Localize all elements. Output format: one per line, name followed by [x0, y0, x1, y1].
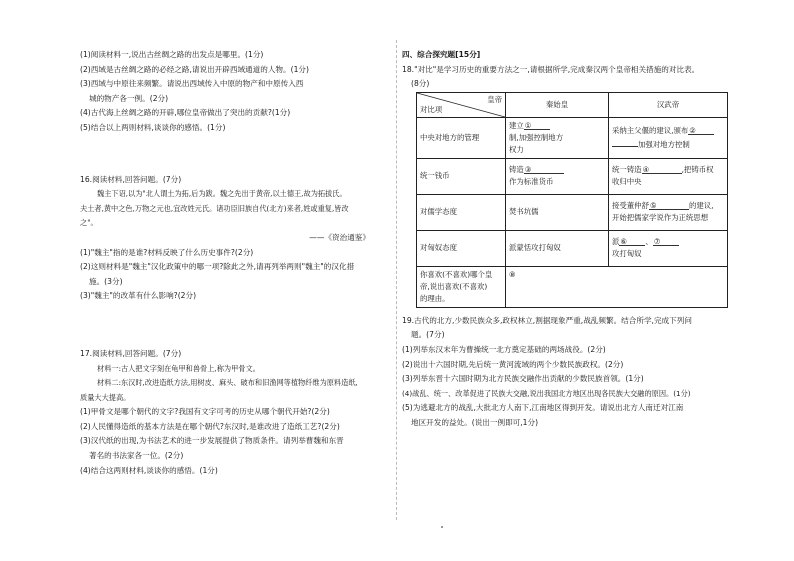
q17-part-2: (2)人民懂得造纸的基本方法是在哪个朝代?东汉时,是谁改进了造纸工艺?(2分) — [80, 421, 340, 431]
table-row — [417, 266, 728, 307]
q15-part-5: (5)结合以上两则材料,谈谈你的感悟。(1分) — [80, 122, 226, 132]
row-label-currency: 统一钱币 — [417, 158, 506, 194]
q17-part-1: (1)甲骨文是哪个朝代的文字?我国有文字可考的历史从哪个朝代开始?(2分) — [80, 407, 330, 417]
cell-qin-admin — [506, 117, 609, 158]
q17-material-2-line-2: 质量大大提高。 — [80, 392, 131, 402]
q17-material-1: 材料一:古人把文字刻在龟甲和兽骨上,称为甲骨文。 — [97, 363, 260, 373]
q17-part-4: (4)结合这两则材料,谈谈你的感悟。(1分) — [80, 465, 218, 475]
cell-han-currency — [609, 158, 728, 194]
q19-part-1: (1)列举东汉末年为曹操统一北方奠定基础的两场战役。(2分) — [402, 344, 606, 354]
blank-5[interactable] — [649, 200, 689, 210]
q16-part-2-cont: 施。(3分) — [89, 276, 123, 286]
text: 、 — [645, 237, 653, 247]
q16-part-2: (2)这则材料是"魏主"汉化政策中的哪一项?除此之外,请再列举两则"魏主"的汉化措 — [80, 262, 355, 272]
q19-intro-line-1: 19.古代的北方,少数民族众多,政权林立,割据现象严重,战乱频繁。结合所学,完成下列问 — [402, 315, 692, 325]
q19-part-5-cont: 地区开发的益处。(说出一例即可,1分) — [411, 417, 539, 427]
row-label-opinion — [417, 266, 506, 307]
text: 建立 — [509, 120, 524, 130]
blank-3[interactable] — [524, 164, 564, 174]
corner-bottom-label: 对比项 — [420, 104, 443, 114]
blank-number: ① — [524, 120, 532, 130]
text: 铸造 — [509, 165, 524, 175]
answer-number: ⑧ — [509, 269, 516, 279]
left-column — [80, 48, 390, 478]
table-row — [417, 117, 728, 158]
blank-1[interactable] — [524, 120, 550, 130]
blank-2[interactable] — [688, 125, 714, 135]
col-qin-header: 秦始皇 — [506, 92, 609, 117]
q17-header: 17.阅读材料,回答问题。(7分) — [80, 348, 182, 358]
q17-part-3: (3)汉代纸的出现,为书法艺术的进一步发展提供了物质条件。请列举曹魏和东晋 — [80, 436, 344, 446]
blank-6[interactable] — [619, 236, 645, 246]
text: 加强对地方控制 — [638, 139, 690, 149]
q16-quote-line-3: 之"。 — [80, 218, 98, 228]
q16-part-1: (1)"魏主"指的是谁?材料反映了什么历史事件?(2分) — [80, 247, 254, 257]
q16-quote — [80, 187, 390, 231]
q15-part-3-cont: 城的物产各一例。(2分) — [89, 93, 169, 103]
text: 作为标准货币 — [509, 177, 554, 187]
q17-material-2-line-1: 材料二:东汉时,改进造纸方法,用树皮、麻头、破布和旧渔网等植物纤维为原料造纸, — [97, 378, 358, 388]
text: 开始把儒家学说作为正统思想 — [612, 213, 709, 223]
q15-part-4: (4)古代海上丝绸之路的开辟,哪位皇帝做出了突出的贡献?(1分) — [80, 108, 291, 118]
corner-top-label: 皇帝 — [487, 94, 502, 104]
q15-part-2: (2)西域是古丝绸之路的必经之路,请说出开辟西域通道的人物。(1分) — [80, 64, 309, 74]
q16-part-3: (3)"魏主"的改革有什么影响?(2分) — [80, 291, 197, 301]
q19-intro-line-2: 题。(7分) — [411, 330, 445, 340]
q16-header: 16.阅读材料,回答问题。(7分) — [80, 174, 182, 184]
q15-part-3: (3)西域与中原往来频繁。请说出西域传入中原的物产和中原传入西 — [80, 79, 304, 89]
q19-part-4: (4)战乱、统一、改革促进了民族大交融,说出我国北方地区出现各民族大交融的原因。(1分) — [402, 388, 691, 398]
table-row — [417, 194, 728, 230]
text: 权力 — [509, 144, 524, 154]
blank-4[interactable] — [642, 164, 682, 174]
row-label-confucianism: 对儒学态度 — [417, 194, 506, 230]
q16-quote-line-2: 夫土者,黄中之色,万物之元也,宜改姓元氏。诸功臣旧族自代(北方)来者,姓或重复,皆改 — [80, 203, 349, 213]
blank-7[interactable] — [653, 236, 679, 246]
table-corner-cell — [417, 92, 506, 117]
comparison-table — [416, 92, 728, 308]
row-label-admin: 中央对地方的管理 — [417, 117, 506, 158]
row-label-xiongnu: 对匈奴态度 — [417, 230, 506, 266]
col-han-header: 汉武帝 — [609, 92, 728, 117]
blank-number: ④ — [642, 165, 650, 175]
q16-source: ——《资治通鉴》 — [309, 232, 370, 242]
q16-quote-line-1: 魏主下诏,以为"北人谓土为拓,后为跋。魏之先出于黄帝,以土德王,故为拓拔氏。 — [97, 189, 347, 199]
blank-number: ⑦ — [653, 237, 661, 247]
text: 收归中央 — [612, 177, 642, 187]
cell-han-confucianism — [609, 194, 728, 230]
table-header-row — [417, 92, 728, 117]
q17-part-3-cont: 著名的书法家各一位。(2分) — [89, 451, 184, 461]
column-divider — [396, 40, 397, 520]
section-title: 四、综合探究题[15分] — [402, 50, 481, 59]
cell-opinion-answer[interactable] — [506, 266, 728, 307]
cell-han-admin — [609, 117, 728, 158]
q18-score: (8分) — [411, 79, 430, 89]
q19-part-5: (5)为逃避北方的战乱,大批北方人南下,江南地区得到开发。请说出北方人南迁对江南 — [402, 403, 684, 413]
text: 你喜欢(不喜欢)哪个皇 — [420, 269, 493, 279]
print-speck — [441, 526, 443, 528]
blank-number: ③ — [524, 165, 532, 175]
text: 制,加强控制地方 — [509, 132, 564, 142]
q19-part-3: (3)列举东晋十六国时期为北方民族交融作出贡献的少数民族首领。(1分) — [402, 374, 644, 384]
q15-parts — [80, 48, 390, 136]
table-row — [417, 230, 728, 266]
cell-qin-xiongnu: 派蒙恬攻打匈奴 — [506, 230, 609, 266]
blank-number: ② — [689, 125, 696, 135]
cell-han-xiongnu — [609, 230, 728, 266]
text: 采纳主父偃的建议,颁布 — [612, 125, 689, 135]
text: 攻打匈奴 — [612, 249, 642, 259]
blank-number: ⑤ — [649, 201, 657, 211]
table-row — [417, 158, 728, 194]
cell-qin-confucianism: 焚书坑儒 — [506, 194, 609, 230]
text: 统一铸造 — [612, 165, 642, 175]
text: 派 — [612, 237, 620, 247]
text: 接受董仲舒 — [612, 201, 649, 211]
cell-qin-currency — [506, 158, 609, 194]
q18-intro: 18."对比"是学习历史的重要方法之一,请根据所学,完成秦汉两个皇帝相关措施的对比表。 — [402, 64, 700, 74]
right-column — [402, 48, 732, 431]
blank-number: ⑥ — [620, 237, 628, 247]
text: 的理由。 — [420, 293, 450, 303]
text: 的建议, — [688, 201, 714, 211]
q15-part-1: (1)阅读材料一,说出古丝绸之路的出发点是哪里。(1分) — [80, 50, 264, 59]
text: 帝,说出喜欢(不喜欢) — [420, 281, 488, 291]
text: ,把铸币权 — [681, 165, 714, 175]
blank-2-cont[interactable] — [612, 137, 638, 147]
q19-part-2: (2)说出十六国时期,先后统一黄河流域的两个少数民族政权。(2分) — [402, 359, 624, 369]
